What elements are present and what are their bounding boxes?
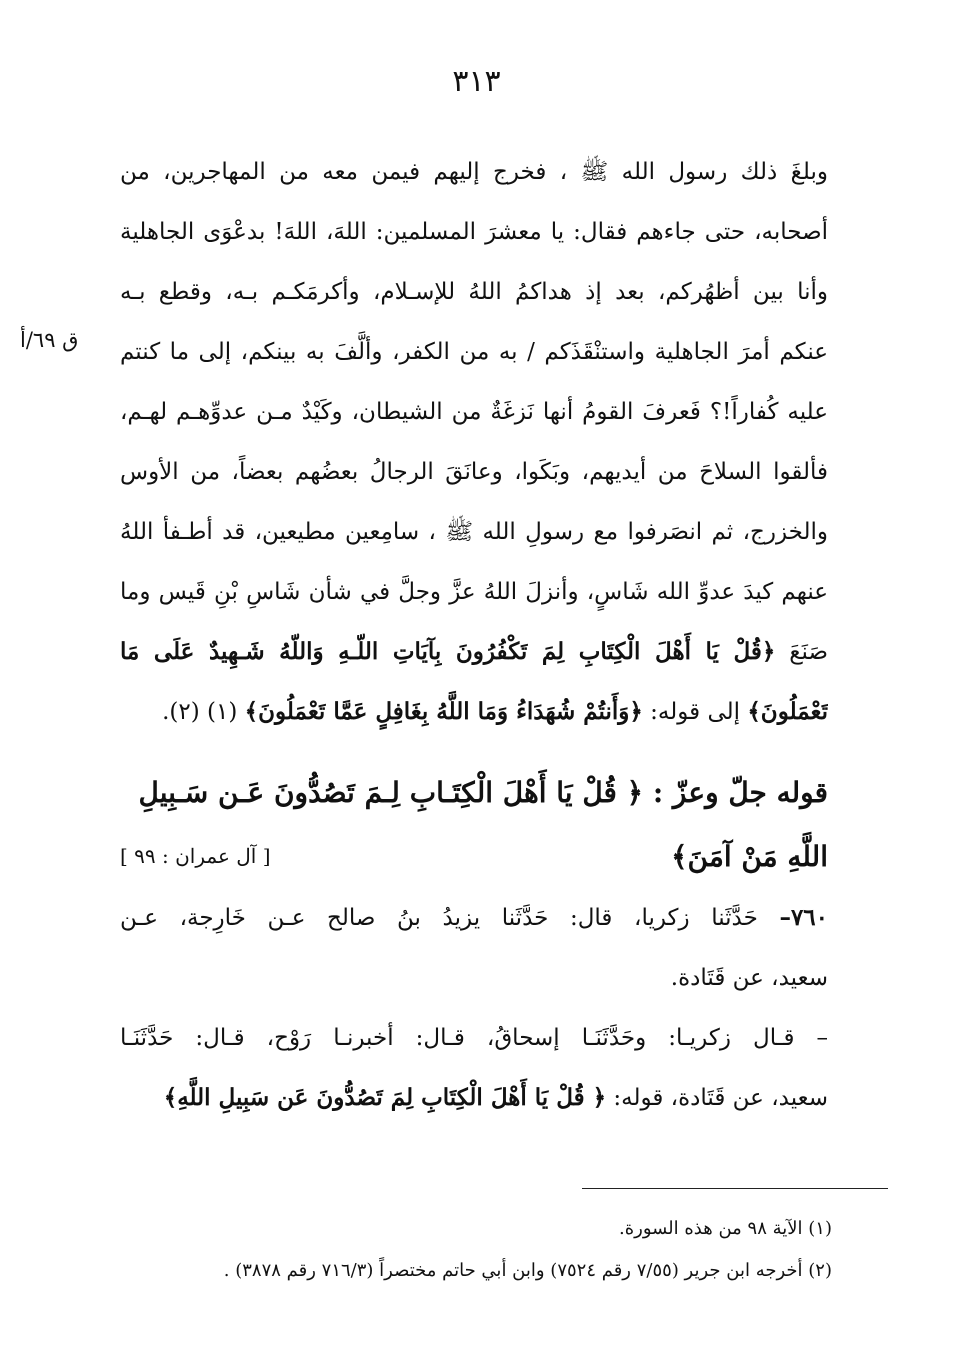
text-line-verse — [120, 622, 828, 682]
quran-verse: ﴿ قُلْ يَا أَهْلَ الْكِتَابِ لِمَ تَصُدُّونَ عَن سَبِيلِ اللَّهِ﴾ — [163, 1084, 607, 1111]
text-line: والخزرج، ثم انصَرفوا مع رسولِ الله ﷺ ، سامِعين مطيعين، قد أطـفأ اللهُ — [120, 519, 828, 545]
quran-verse: ﴿قُلْ يَا أَهْلَ الْكِتَابِ لِمَ تَكْفُرُونَ بِآيَاتِ اللّـهِ وَاللّهُ شَـهِيدٌ عَلَى مَا — [120, 638, 776, 665]
quran-verse: تَعْمَلُونَ﴾ — [747, 698, 828, 725]
verse-prefix: صَنَعَ — [775, 639, 828, 665]
text-line: عليه كُفاراً!؟ فَعرفَ القومُ أنها نَزغَةٌ من الشيطان، وكَيْدٌ مـن عدوِّهـم لهـم، — [120, 399, 828, 425]
page-number: ٣١٣ — [452, 64, 501, 99]
text-line: أصحابه، حتى جاءهم فقال: يا معشرَ المسلمين: اللهَ، اللهَ! بدعْوَى الجاهلية — [120, 219, 828, 245]
verse-heading — [120, 760, 828, 886]
hadith-line: – قـال زكريـا: وحَدَّثَنَـا إسحاقُ، قـال: أخبرنـا رَوْح، قـال: حَدَّثَنَـا — [120, 1025, 828, 1051]
main-text — [120, 142, 828, 742]
heading-verse-end: اللَّهِ مَنْ آمَنَ﴾ — [671, 839, 828, 873]
hadith-line — [120, 888, 828, 948]
text-line: عنكم أمرَ الجاهلية واستنْقَذَكم / به من الكفر، وألَّفَ به بينكم، إلى ما كنتم — [120, 339, 828, 365]
hadith-number: ٧٦٠– — [779, 904, 828, 931]
text-line: وبلغَ ذلك رسول الله ﷺ ، فخرج إليهم فيمن معه من المهاجرين، من — [120, 159, 828, 185]
hadith-text — [120, 888, 828, 1128]
hadith-isnad: حَدَّثَنا زكريا، قال: حَدَّثَنا يزيدُ بنُ صالح عـن خَارِجة، عـن — [120, 905, 780, 931]
footnotes — [120, 1208, 832, 1292]
manuscript-margin-note: ق ٦٩/أ — [20, 328, 79, 352]
surah-reference: [ آل عمران : ٩٩ ] — [120, 844, 271, 868]
footnote: (١) الآية ٩٨ من هذه السورة. — [618, 1218, 832, 1239]
heading-line-2 — [120, 826, 828, 886]
hadith-line: سعيد، عن قَتَادة. — [670, 965, 828, 991]
hadith-line — [120, 1068, 828, 1128]
footnote: (٢) أخرجه ابن جرير (٧/٥٥ رقم ٧٥٢٤) وابن أبي حاتم مختصراً (٧١٦/٣ رقم ٣٨٧٨) . — [223, 1260, 832, 1281]
footnote-divider — [582, 1188, 888, 1189]
verse-connector: إلى قوله: — [642, 699, 748, 725]
footnote-refs: (١) (٢). — [162, 699, 245, 725]
hadith-plain: سعيد، عن قَتَادة، قوله: — [606, 1085, 828, 1111]
quran-verse: ﴿وَأَنتُمْ شُهَدَاءُ وَمَا اللَّهُ بِغَافِلٍ عَمَّا تَعْمَلُونَ﴾ — [244, 698, 643, 725]
text-line: عنهم كيدَ عدوِّ الله شَاسٍ، وأنزلَ اللهُ عزَّ وجلَّ في شأن شَاسِ بْنِ قَيس وما — [120, 579, 828, 605]
text-line: وأنا بين أظهُركم، بعد إذ هداكمُ اللهُ للإسـلام، وأكرمَكـم بـه، وقطع بـه — [120, 279, 828, 305]
text-line: فألقوا السلاحَ من أيديهم، وبَكَوا، وعانَقَ الرجالُ بعضُهم بعضاً، من الأوس — [120, 459, 828, 485]
text-line-verse-end — [120, 682, 828, 742]
heading-line: قوله جلّ وعزّ : ﴿ قُلْ يَا أَهْلَ الْكِتَـابِ لِـمَ تَصُدُّونَ عَـن سَـبِيلِ — [138, 776, 828, 809]
